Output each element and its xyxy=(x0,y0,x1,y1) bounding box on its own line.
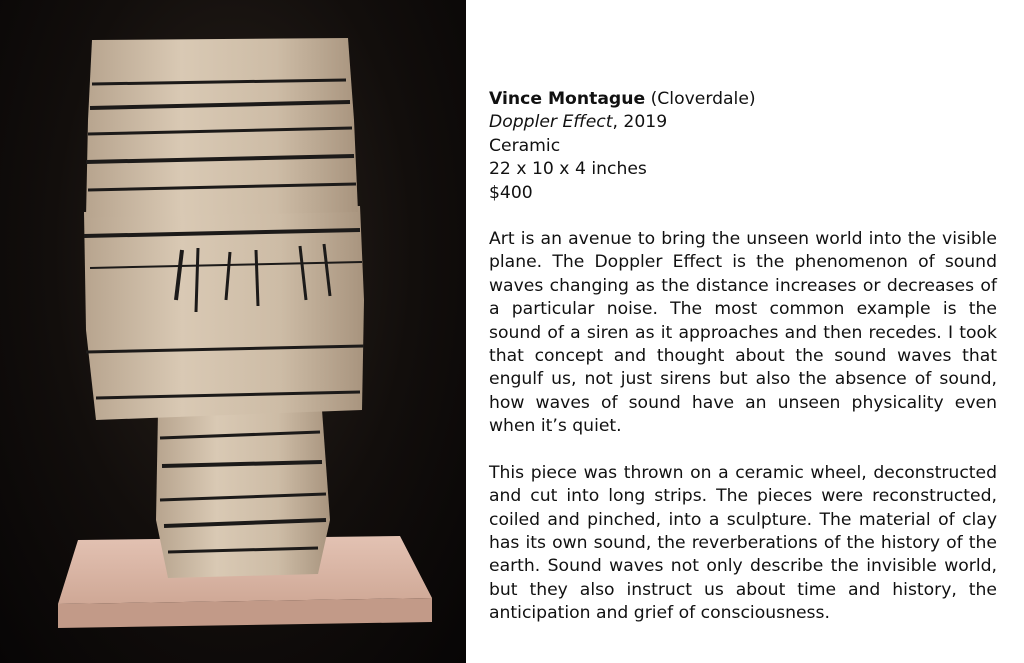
title-line xyxy=(489,111,997,134)
artwork-medium: Ceramic xyxy=(489,135,561,156)
artist-name: Vince Montague xyxy=(489,89,646,109)
sculpture-lower-section xyxy=(156,410,330,578)
artwork-title: Doppler Effect xyxy=(489,112,613,133)
artist-line xyxy=(489,88,997,111)
artwork-year: , 2019 xyxy=(612,112,668,133)
artist-location: (Cloverdale) xyxy=(650,89,756,109)
artwork-info-panel xyxy=(489,88,997,626)
artwork-price: $400 xyxy=(489,182,533,203)
artwork-photo xyxy=(0,0,466,663)
statement-paragraph-2: This piece was thrown on a ceramic wheel, deconstructed and cut into long strips. The pieces were reconstructed, coiled and pinched, into a sculpture. The material of clay has its own sound, the reverberations of the history of the earth. Sound waves not only describe the invisible world, but they also instruct us about time and history, the anticipation and grief of consciousness. xyxy=(489,462,997,624)
artwork-metadata xyxy=(489,88,997,205)
sculpture-middle-section xyxy=(84,206,364,420)
artwork-dimensions: 22 x 10 x 4 inches xyxy=(489,159,647,180)
statement-paragraph-1: Art is an avenue to bring the unseen world into the visible plane. The Doppler Effect is the phenomenon of sound waves changing as the distance increases or decreases of a particular noise. The most common example is the sound of a siren as it approaches and then recedes. I took that concept and thought about the sound waves that engulf us, not just sirens but also the absence of sound, how waves of sound have an unseen physicality even when it’s quiet. xyxy=(489,229,997,437)
sculpture-illustration xyxy=(0,0,466,663)
sculpture-upper-section xyxy=(86,38,358,218)
